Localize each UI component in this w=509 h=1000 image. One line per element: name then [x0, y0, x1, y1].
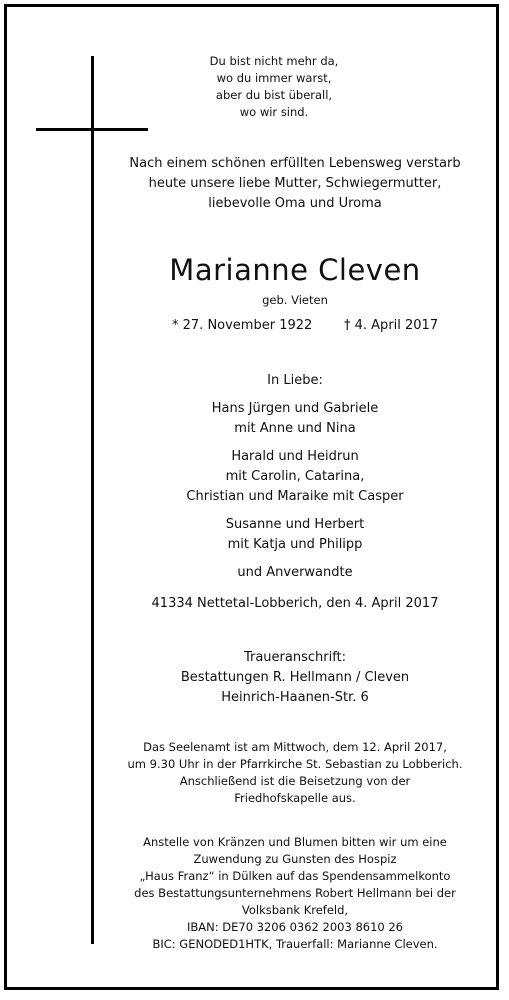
birth-name: geb. Vieten [262, 293, 328, 307]
address-line: Bestattungen R. Hellmann / Cleven [180, 670, 410, 685]
death-date: † 4. April 2017 [344, 318, 439, 333]
donation-line: Zuwendung zu Gunsten des Hospiz [193, 852, 397, 866]
family-list [110, 371, 480, 591]
family-line: Christian und Maraike mit Casper [186, 489, 404, 504]
address-line: Heinrich-Haanen-Str. 6 [221, 690, 369, 705]
service-line: um 9.30 Uhr in der Pfarrkirche St. Sebastian zu Lobberich. [127, 757, 463, 771]
mourning-address [110, 648, 480, 708]
donation-line: Anstelle von Kränzen und Blumen bitten wir um eine [143, 835, 447, 849]
poem-line: aber du bist überall, [215, 88, 333, 102]
donation-info [110, 834, 480, 953]
intro-line: heute unsere liebe Mutter, Schwiegermutter, [148, 176, 442, 191]
intro-line: liebevolle Oma und Uroma [208, 196, 382, 211]
intro-text [110, 154, 480, 214]
family-line: mit Carolin, Catarina, [225, 469, 365, 484]
donation-line: IBAN: DE70 3206 0362 2003 8610 26 [186, 920, 403, 934]
service-line: Friedhofskapelle aus. [234, 791, 356, 805]
donation-line: des Bestattungsunternehmens Robert Hellmann bei der [134, 886, 456, 900]
intro-line: Nach einem schönen erfüllten Lebensweg verstarb [129, 156, 461, 171]
address-line: Traueranschrift: [243, 650, 347, 665]
cross-icon-bar [36, 128, 148, 131]
family-group [110, 563, 480, 583]
poem-line: wo du immer warst, [216, 71, 332, 85]
donation-line: „Haus Franz“ in Dülken auf das Spendensammelkonto [139, 869, 451, 883]
birth-date: * 27. November 1922 [172, 318, 313, 333]
poem-line: Du bist nicht mehr da, [209, 54, 339, 68]
family-group [110, 447, 480, 507]
poem [140, 53, 408, 121]
family-line: Hans Jürgen und Gabriele [211, 401, 379, 416]
family-line: Susanne und Herbert [225, 517, 365, 532]
family-line: und Anverwandte [237, 565, 353, 580]
in-love-label: In Liebe: [267, 373, 323, 388]
service-info [110, 739, 480, 807]
family-group [110, 399, 480, 439]
place-date: 41334 Nettetal-Lobberich, den 4. April 2017 [151, 596, 439, 611]
family-line: mit Anne und Nina [234, 421, 356, 436]
service-line: Das Seelenamt ist am Mittwoch, dem 12. April 2017, [143, 740, 447, 754]
in-love-heading [110, 371, 480, 391]
family-line: mit Katja und Philipp [227, 537, 363, 552]
donation-line: BIC: GENODED1HTK, Trauerfall: Marianne Cleven. [152, 937, 438, 951]
family-line: Harald und Heidrun [231, 449, 359, 464]
cross-icon [91, 56, 94, 944]
donation-line: Volksbank Krefeld, [241, 903, 349, 917]
poem-line: wo wir sind. [239, 105, 309, 119]
family-group [110, 515, 480, 555]
deceased-name: Marianne Cleven [169, 253, 421, 287]
service-line: Anschließend ist die Beisetzung von der [179, 774, 411, 788]
